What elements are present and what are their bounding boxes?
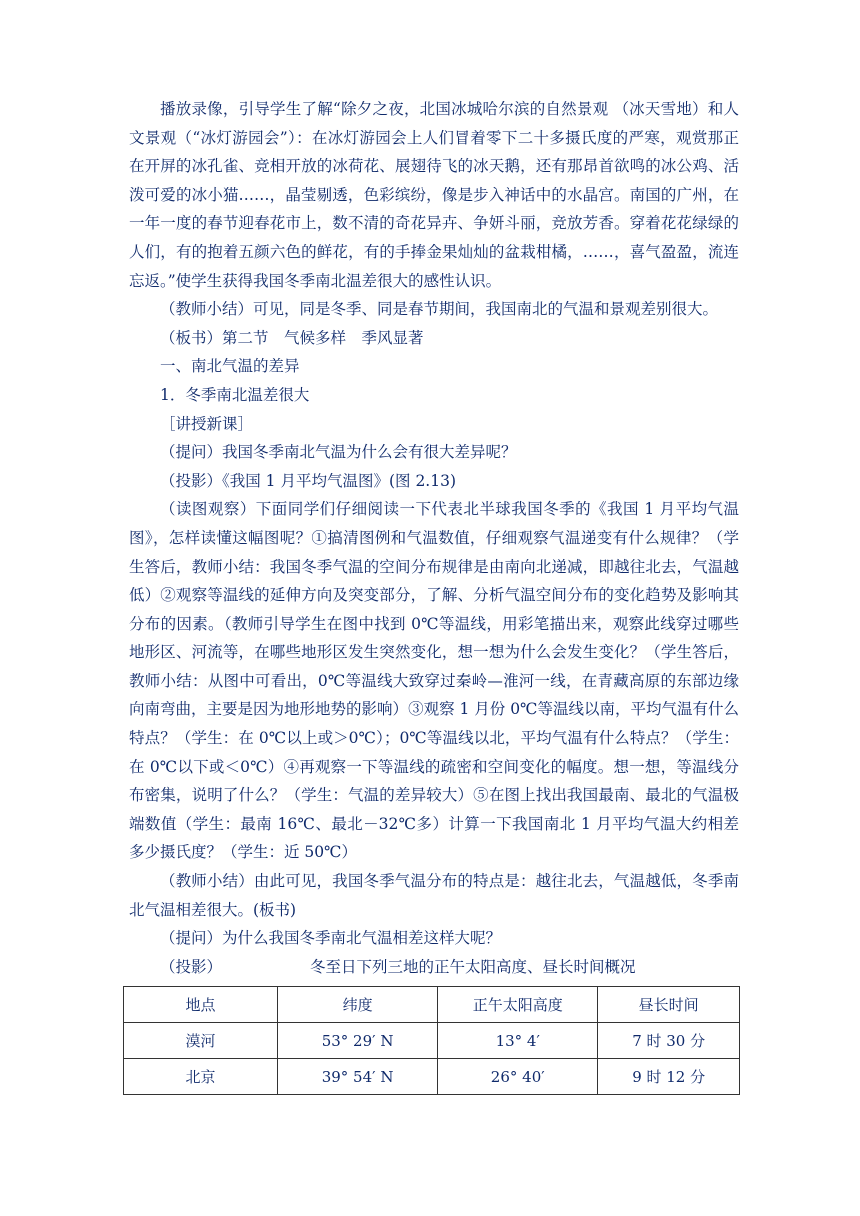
table-caption-label: （投影） <box>160 957 223 976</box>
paragraph-map-reading: （读图观察）下面同学们仔细阅读一下代表北半球我国冬季的《我国 1 月平均气温图》，怎样读懂这幅图呢？①搞清图例和气温数值，仔细观察气温递变有什么规律？（学生答后，教师小结：我国冬季气温的空间分布规律是由南向北递减，即越往北去，气温越低）②观察等温线的延伸方向及突变部分，了解、分析气温空间分布的变化趋势及影响其分布的因素。（教师引导学生在图中找到 0℃等温线，用彩笔描出来，观察此线穿过哪些地形区、河流等，在哪些地形区发生突然变化，想一想为什么会发生变化？（学生答后，教师小结：从图中可看出，0℃等温线大致穿过秦岭—淮河一线，在青藏高原的东部边缘向南弯曲，主要是因为地形地势的影响）③观察 1 月份 0℃等温线以南，平均气温有什么特点？（学生：在 0℃以上或＞0℃）；0℃等温线以北，平均气温有什么特点？（学生：在 0℃以下或＜0℃）④再观察一下等温线的疏密和空间变化的幅度。想一想，等温线分布密集，说明了什么？（学生：气温的差异较大）⑤在图上找出我国最南、最北的气温极端数值（学生：最南 16℃、最北－32℃多）计算一下我国南北 1 月平均气温大约相差多少摄氏度？（学生：近 50℃） <box>129 500 739 862</box>
table-header-cell: 正午太阳高度 <box>438 987 598 1023</box>
paragraph-teacher-summary-2: （教师小结）由此可见，我国冬季气温分布的特点是：越往北去，气温越低，冬季南北气温相差很大。(板书) <box>129 872 739 919</box>
table-cell: 7 时 30 分 <box>598 1023 740 1059</box>
section-heading: 一、南北气温的差异 <box>160 357 300 376</box>
table-header-cell: 地点 <box>124 987 278 1023</box>
table-cell: 漠河 <box>124 1023 278 1059</box>
table-caption <box>129 953 739 982</box>
table-row <box>124 1059 740 1095</box>
table-row <box>124 1023 740 1059</box>
table-header-cell: 纬度 <box>278 987 438 1023</box>
lesson-label: ［讲授新课］ <box>160 414 254 433</box>
table-cell: 北京 <box>124 1059 278 1095</box>
table-caption-title: 冬至日下列三地的正午太阳高度、昼长时间概况 <box>310 957 636 976</box>
paragraph-question-2: （提问）为什么我国冬季南北气温相差这样大呢？ <box>160 929 502 948</box>
paragraph-board-heading: （板书）第二节 气候多样 季风显著 <box>160 328 424 347</box>
document-body <box>129 95 739 1095</box>
table-cell: 53° 29′ N <box>278 1023 438 1059</box>
paragraph-teacher-summary-1: （教师小结）可见，同是冬季、同是春节期间，我国南北的气温和景观差别很大。 <box>160 300 719 319</box>
table-header-row <box>124 987 740 1023</box>
subsection-heading: 1．冬季南北温差很大 <box>160 385 310 404</box>
table-cell: 9 时 12 分 <box>598 1059 740 1095</box>
paragraph-question-1: （提问）我国冬季南北气温为什么会有很大差异呢？ <box>160 443 517 462</box>
solstice-table <box>123 986 740 1095</box>
paragraph-projection-1: （投影）《我国 1 月平均气温图》(图 2.13) <box>160 471 456 490</box>
table-cell: 26° 40′ <box>438 1059 598 1095</box>
table-cell: 39° 54′ N <box>278 1059 438 1095</box>
table-cell: 13° 4′ <box>438 1023 598 1059</box>
paragraph-video-intro: 播放录像，引导学生了解“除夕之夜，北国冰城哈尔滨的自然景观 （冰天雪地）和人文景观（“冰灯游园会”）：在冰灯游园会上人们冒着零下二十多摄氏度的严寒，观赏那正在开屏的冰孔雀、竞相开放的冰荷花、展翅待飞的冰天鹅，还有那昂首欲鸣的冰公鸡、活泼可爱的冰小猫……，晶莹剔透，色彩缤纷，像是步入神话中的水晶宫。南国的广州，在一年一度的春节迎春花市上，数不清的奇花异卉、争妍斗丽，竞放芳香。穿着花花绿绿的人们，有的抱着五颜六色的鲜花，有的手捧金果灿灿的盆栽柑橘，……，喜气盈盈，流连忘返。”使学生获得我国冬季南北温差很大的感性认识。 <box>129 100 739 290</box>
table-header-cell: 昼长时间 <box>598 987 740 1023</box>
